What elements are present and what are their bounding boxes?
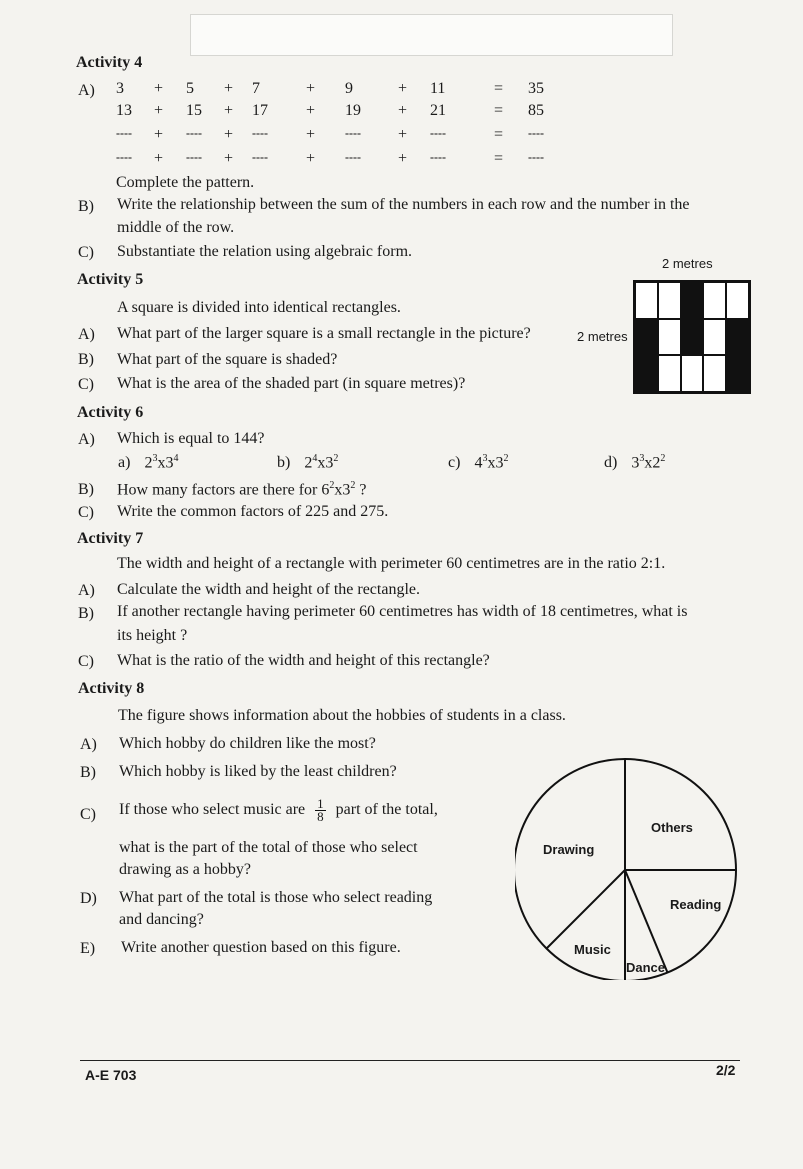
activity-8-d-text-1: What part of the total is those who select reading — [119, 889, 433, 906]
figure-side-label: 2 metres — [577, 329, 628, 344]
pattern-cell: + — [224, 150, 234, 167]
option-base: 3 — [165, 454, 174, 472]
unshaded-rectangle — [635, 282, 658, 319]
activity-5-a-text: What part of the larger square is a small rectangle in the picture? — [117, 325, 531, 342]
b-text-post: ? — [355, 481, 367, 499]
activity-8-intro: The figure shows information about the hobbies of students in a class. — [118, 707, 566, 724]
activity-5-c-label: C) — [78, 376, 94, 393]
pattern-cell: + — [306, 150, 316, 167]
activity-4-b-text-1: Write the relationship between the sum of the numbers in each row and the number in the — [117, 196, 690, 213]
shaded-rectangle — [726, 355, 749, 392]
activity-7-title: Activity 7 — [77, 530, 144, 547]
pattern-cell: + — [154, 126, 164, 143]
activity-4-title: Activity 4 — [76, 54, 143, 71]
unshaded-rectangle — [703, 282, 726, 319]
pattern-cell: 13 — [116, 102, 132, 119]
hobbies-pie-chart — [515, 755, 745, 980]
unshaded-rectangle — [703, 355, 726, 392]
activity-8-c-text-2: what is the part of the total of those who select — [119, 839, 418, 856]
pattern-cell: = — [494, 80, 504, 97]
b-text-mid: x3 — [334, 481, 351, 499]
activity-8-d-label: D) — [80, 890, 97, 907]
b-exp-1: 2 — [329, 480, 335, 491]
pie-label-music: Music — [574, 942, 611, 957]
activity-7-c-label: C) — [78, 653, 94, 670]
activity-4-c-text: Substantiate the relation using algebraic form. — [117, 243, 413, 260]
unshaded-rectangle — [658, 355, 681, 392]
option-times: x — [487, 454, 496, 472]
pattern-cell: ---- — [186, 150, 202, 164]
pattern-cell: ---- — [252, 150, 268, 164]
pattern-cell: 11 — [430, 80, 446, 97]
pattern-cell: ---- — [116, 150, 132, 164]
option-label: d) — [604, 454, 618, 472]
activity-6-b-text — [117, 480, 366, 499]
pattern-cell: 5 — [186, 80, 194, 97]
option-4 — [604, 453, 665, 472]
c-text-pre: If those who select music are — [119, 801, 306, 819]
unshaded-rectangle — [658, 319, 681, 356]
activity-5-title: Activity 5 — [77, 271, 144, 288]
option-label: b) — [277, 454, 291, 472]
activity-8-a-text: Which hobby do children like the most? — [119, 735, 376, 752]
pattern-cell: ---- — [430, 126, 446, 140]
option-times: x — [317, 454, 326, 472]
option-base: 3 — [325, 454, 334, 472]
option-exponent: 2 — [333, 453, 339, 464]
pattern-cell: + — [306, 80, 316, 97]
option-times: x — [157, 454, 166, 472]
pattern-cell: + — [224, 126, 234, 143]
footer-code: A-E 703 — [85, 1067, 137, 1083]
activity-4-b-text-2: middle of the row. — [117, 219, 235, 236]
option-base: 2 — [652, 454, 661, 472]
pattern-cell: ---- — [116, 126, 132, 140]
pattern-cell: 3 — [116, 80, 124, 97]
activity-8-c-label: C) — [80, 806, 96, 823]
pattern-cell: + — [306, 126, 316, 143]
pattern-cell: 7 — [252, 80, 260, 97]
option-label: a) — [118, 454, 131, 472]
pattern-cell: = — [494, 126, 504, 143]
activity-8-a-label: A) — [80, 736, 97, 753]
pattern-cell: = — [494, 150, 504, 167]
pattern-cell: 15 — [186, 102, 202, 119]
pattern-cell: 85 — [528, 102, 544, 119]
pattern-cell: 21 — [430, 102, 446, 119]
activity-7-intro: The width and height of a rectangle with perimeter 60 centimetres are in the ratio 2:1. — [117, 555, 666, 572]
b-exp-2: 2 — [350, 480, 356, 491]
activity-6-c-label: C) — [78, 504, 94, 521]
activity-6-title: Activity 6 — [77, 404, 144, 421]
activity-8-d-text-2: and dancing? — [119, 911, 204, 928]
pie-label-dance: Dance — [626, 960, 666, 975]
activity-5-a-label: A) — [78, 326, 95, 343]
option-1 — [118, 453, 178, 472]
pie-slice-drawing-boundary — [547, 870, 625, 948]
option-base: 4 — [474, 454, 483, 472]
pattern-cell: ---- — [186, 126, 202, 140]
activity-7-b-text-2: its height ? — [117, 627, 188, 644]
pattern-cell: + — [398, 102, 408, 119]
fraction-numerator: 1 — [317, 796, 324, 811]
pattern-cell: 17 — [252, 102, 268, 119]
unshaded-rectangle — [658, 282, 681, 319]
unshaded-rectangle — [681, 355, 704, 392]
option-exponent: 4 — [173, 453, 179, 464]
pattern-cell: ---- — [345, 150, 361, 164]
activity-6-a-label: A) — [78, 431, 95, 448]
option-2 — [277, 453, 338, 472]
pie-label-reading: Reading — [670, 897, 722, 912]
pattern-cell: + — [224, 102, 234, 119]
unshaded-rectangle — [703, 319, 726, 356]
activity-4-c-label: C) — [78, 244, 94, 261]
pattern-cell: + — [398, 150, 408, 167]
activity-8-e-label: E) — [80, 940, 96, 957]
activity-5-c-text: What is the area of the shaded part (in square metres)? — [117, 375, 466, 392]
option-base: 3 — [631, 454, 640, 472]
pattern-cell: ---- — [528, 126, 544, 140]
b-text-pre: How many factors are there for 6 — [117, 481, 330, 499]
option-label: c) — [448, 454, 461, 472]
option-exponent: 3 — [152, 453, 158, 464]
figure-top-label: 2 metres — [662, 256, 713, 271]
activity-8-b-text: Which hobby is liked by the least children? — [119, 763, 397, 780]
pattern-cell: + — [224, 80, 234, 97]
option-exponent: 2 — [503, 453, 509, 464]
activity-8-e-text: Write another question based on this figure. — [121, 939, 401, 956]
activity-4-a-label: A) — [78, 82, 95, 99]
option-exponent: 3 — [639, 453, 645, 464]
activity-7-a-text: Calculate the width and height of the rectangle. — [117, 581, 420, 598]
pie-slice-dance-boundary — [625, 870, 667, 973]
pattern-cell: + — [154, 102, 164, 119]
activity-8-c-text-3: drawing as a hobby? — [119, 861, 251, 878]
option-base: 3 — [495, 454, 504, 472]
activity-8-title: Activity 8 — [78, 680, 145, 697]
activity-7-c-text: What is the ratio of the width and height of this rectangle? — [117, 652, 490, 669]
pattern-cell: ---- — [345, 126, 361, 140]
pattern-cell: + — [398, 80, 408, 97]
pattern-cell: 9 — [345, 80, 353, 97]
shaded-rectangle — [681, 319, 704, 356]
fraction-one-eighth — [315, 798, 326, 823]
activity-8-c-text — [119, 798, 438, 823]
option-exponent: 3 — [482, 453, 488, 464]
pattern-cell: + — [154, 80, 164, 97]
header-blank-box — [190, 14, 673, 56]
activity-7-a-label: A) — [78, 582, 95, 599]
fraction-denominator: 8 — [317, 809, 324, 824]
pattern-cell: 35 — [528, 80, 544, 97]
option-3 — [448, 453, 508, 472]
pattern-cell: 19 — [345, 102, 361, 119]
activity-6-a-text: Which is equal to 144? — [117, 430, 265, 447]
pattern-cell: ---- — [430, 150, 446, 164]
pattern-cell: = — [494, 102, 504, 119]
shaded-rectangle — [635, 319, 658, 356]
shaded-rectangle — [726, 319, 749, 356]
activity-8-b-label: B) — [80, 764, 96, 781]
pattern-cell: ---- — [528, 150, 544, 164]
footer-divider — [80, 1060, 740, 1061]
activity-7-b-label: B) — [78, 605, 94, 622]
activity-5-intro: A square is divided into identical rectangles. — [117, 299, 401, 316]
footer-page-number: 2/2 — [716, 1062, 736, 1078]
activity-5-b-label: B) — [78, 351, 94, 368]
activity-6-b-label: B) — [78, 481, 94, 498]
pattern-cell: + — [398, 126, 408, 143]
shaded-rectangle — [681, 282, 704, 319]
option-times: x — [644, 454, 653, 472]
pie-label-others: Others — [651, 820, 693, 835]
complete-pattern-text: Complete the pattern. — [116, 174, 255, 191]
pattern-cell: ---- — [252, 126, 268, 140]
pattern-cell: + — [154, 150, 164, 167]
option-base: 2 — [304, 454, 313, 472]
option-base: 2 — [144, 454, 153, 472]
pattern-cell: + — [306, 102, 316, 119]
option-exponent: 4 — [312, 453, 318, 464]
divided-square-figure — [633, 280, 751, 394]
activity-4-b-label: B) — [78, 198, 94, 215]
shaded-rectangle — [635, 355, 658, 392]
activity-6-c-text: Write the common factors of 225 and 275. — [117, 503, 389, 520]
unshaded-rectangle — [726, 282, 749, 319]
activity-7-b-text-1: If another rectangle having perimeter 60 centimetres has width of 18 centimetres, what is — [117, 603, 688, 620]
pie-label-drawing: Drawing — [543, 842, 595, 857]
activity-5-b-text: What part of the square is shaded? — [117, 351, 338, 368]
c-text-post: part of the total, — [335, 801, 438, 819]
option-exponent: 2 — [660, 453, 666, 464]
